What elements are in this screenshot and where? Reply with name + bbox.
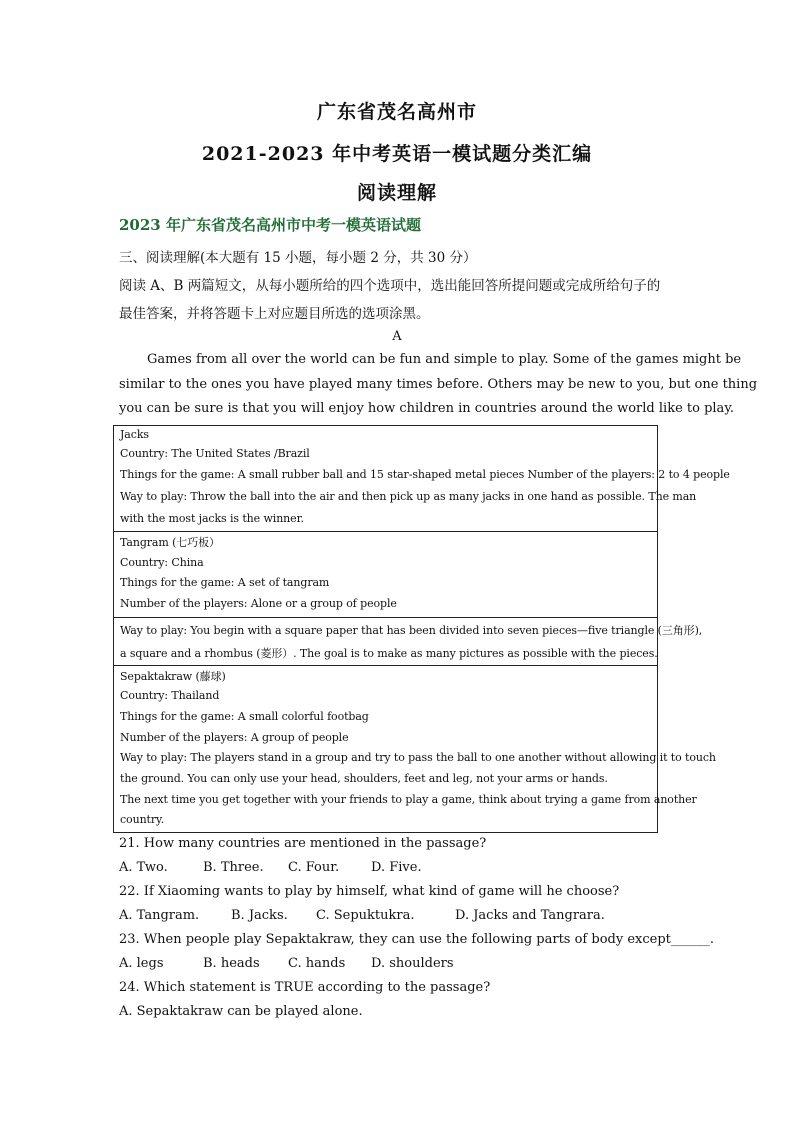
sepak-name: Sepaktakraw (藤球) xyxy=(120,670,226,683)
jacks-way-1: Way to play: Throw the ball into the air and then pick up as many jacks in one hand as possible. The man xyxy=(120,490,697,503)
tangram-way-2: a square and a rhombus (菱形）. The goal is to make as many pictures as possible with the pieces. xyxy=(120,647,658,660)
sepak-way-1: Way to play: The players stand in a group and try to pass the ball to one another without allowing it to touch xyxy=(120,751,716,764)
question-21: 21. How many countries are mentioned in the passage? xyxy=(119,836,487,851)
q21-option-b[interactable]: B. Three. xyxy=(203,860,264,875)
intro-line-1: Games from all over the world can be fun and simple to play. Some of the games might be xyxy=(147,352,742,367)
q21-option-a[interactable]: A. Two. xyxy=(119,860,168,875)
table-cell-jacks xyxy=(114,426,730,532)
q23-option-d[interactable]: D. shoulders xyxy=(371,956,454,971)
sepak-country: Country: Thailand xyxy=(120,689,220,702)
doc-title-region: 广东省茂名高州市 xyxy=(316,101,477,123)
table-cell-tangram xyxy=(114,532,657,618)
doc-title-section: 阅读理解 xyxy=(356,182,437,204)
tangram-way-1: Way to play: You begin with a square paper that has been divided into seven pieces—five triangle (三角形), xyxy=(120,624,703,637)
question-22: 22. If Xiaoming wants to play by himself, what kind of game will he choose? xyxy=(119,884,620,899)
doc-title-topic: 2021-2023 年中考英语一模试题分类汇编 xyxy=(201,143,593,165)
q21-option-c[interactable]: C. Four. xyxy=(288,860,340,875)
jacks-country: Country: The United States /Brazil xyxy=(120,447,310,460)
q22-option-c[interactable]: C. Sepuktukra. xyxy=(316,908,415,923)
intro-line-3: you can be sure is that you will enjoy how children in countries around the world like to play. xyxy=(119,401,735,416)
tangram-country: Country: China xyxy=(120,556,204,569)
tangram-name: Tangram (七巧板） xyxy=(120,536,220,549)
instruction-line-2: 最佳答案，并将答题卡上对应题目所选的选项涂黑。 xyxy=(119,306,430,322)
games-table xyxy=(113,425,730,833)
q23-option-b[interactable]: B. heads xyxy=(203,956,260,971)
sepak-way-2: the ground. You can only use your head, shoulders, feet and leg, not your arms or hands. xyxy=(120,772,608,785)
question-24: 24. Which statement is TRUE according to the passage? xyxy=(119,980,491,995)
question-23: 23. When people play Sepaktakraw, they can use the following parts of body except______. xyxy=(119,932,715,947)
sepak-players: Number of the players: A group of people xyxy=(120,731,349,744)
q23-option-c[interactable]: C. hands xyxy=(288,956,346,971)
table-cell-tangram-way xyxy=(114,618,703,666)
tangram-players: Number of the players: Alone or a group of people xyxy=(120,597,397,610)
q22-option-d[interactable]: D. Jacks and Tangrara. xyxy=(455,908,605,923)
q21-option-d[interactable]: D. Five. xyxy=(371,860,422,875)
q22-option-b[interactable]: B. Jacks. xyxy=(231,908,288,923)
q24-option-a[interactable]: A. Sepaktakraw can be played alone. xyxy=(119,1004,363,1019)
intro-line-2: similar to the ones you have played many times before. Others may be new to you, but one thing xyxy=(119,377,758,392)
exam-heading: 2023 年广东省茂名高州市中考一模英语试题 xyxy=(119,216,421,234)
passage-label: A xyxy=(392,329,402,344)
sepak-next-1: The next time you get together with your friends to play a game, think about trying a game from another xyxy=(120,793,697,806)
q23-option-a[interactable]: A. legs xyxy=(119,956,164,971)
part-heading: 三、阅读理解(本大题有 15 小题，每小题 2 分，共 30 分） xyxy=(119,250,477,266)
q22-option-a[interactable]: A. Tangram. xyxy=(119,908,200,923)
sepak-things: Things for the game: A small colorful footbag xyxy=(120,710,369,723)
tangram-things: Things for the game: A set of tangram xyxy=(120,576,330,589)
sepak-next-2: country. xyxy=(120,813,165,826)
table-cell-sepaktakraw xyxy=(114,666,716,832)
instruction-line-1: 阅读 A、B 两篇短文，从每小题所给的四个选项中，选出能回答所提问题或完成所给句子的 xyxy=(119,278,661,294)
jacks-things: Things for the game: A small rubber ball and 15 star-shaped metal pieces Number of the players: 2 to 4 people xyxy=(120,468,730,481)
jacks-way-2: with the most jacks is the winner. xyxy=(120,512,304,525)
jacks-name: Jacks xyxy=(120,428,149,441)
